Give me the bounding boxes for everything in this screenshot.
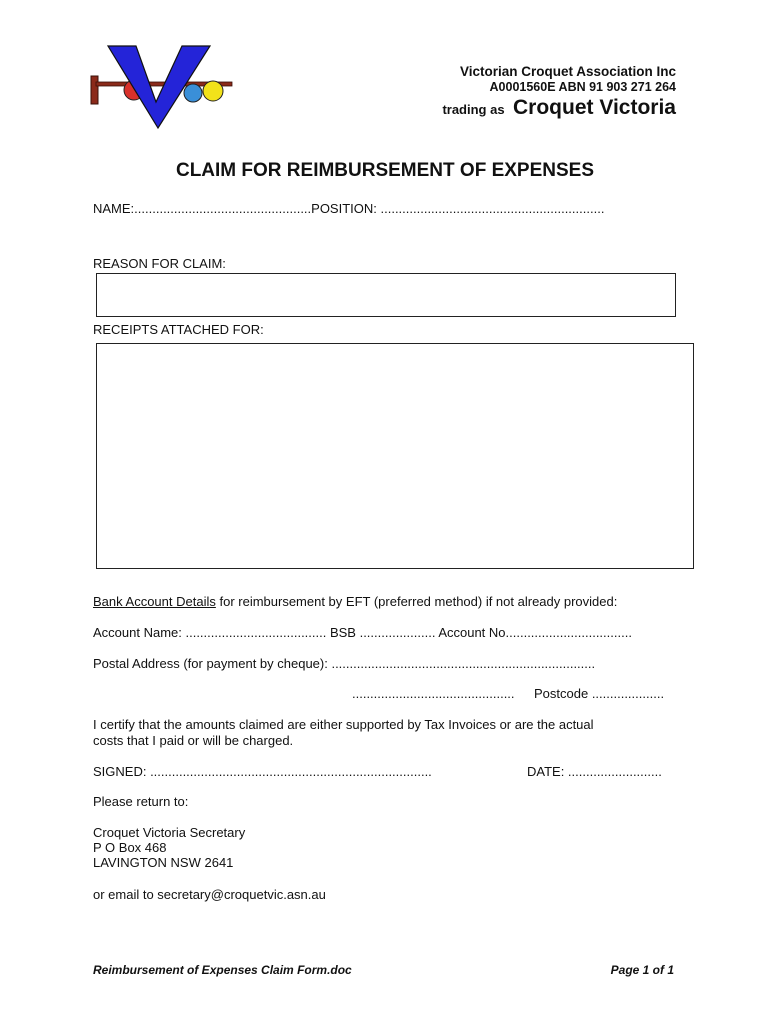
name-position-line[interactable]: NAME:.................................................POSITION: .............................................................. [93,201,605,216]
receipts-label: RECEIPTS ATTACHED FOR: [93,322,264,337]
date-field[interactable]: DATE: .......................... [527,764,662,779]
trading-name: Croquet Victoria [513,96,676,119]
org-registration: A0001560E ABN 91 903 271 264 [489,80,676,94]
form-title: CLAIM FOR REIMBURSEMENT OF EXPENSES [175,160,595,181]
trading-prefix: trading as [442,102,505,117]
reason-input[interactable] [96,273,676,317]
return-label: Please return to: [93,794,189,809]
footer-page-number: Page 1 of 1 [610,963,674,977]
bank-details-label: Bank Account Details [93,594,216,609]
address-line-3: LAVINGTON NSW 2641 [93,855,234,870]
postal-address-line2[interactable]: ............................................. [352,686,515,701]
footer-filename: Reimbursement of Expenses Claim Form.doc [93,963,352,977]
address-line-2: P O Box 468 [93,840,167,855]
org-name: Victorian Croquet Association Inc [459,64,676,79]
postcode-field[interactable]: Postcode .................... [534,686,665,701]
address-line-1: Croquet Victoria Secretary [93,825,246,840]
croquet-v-logo-icon [88,42,238,134]
reason-label: REASON FOR CLAIM: [93,256,226,271]
postal-address-line[interactable]: Postal Address (for payment by cheque): ......................................................................... [93,656,596,671]
email-line: or email to secretary@croquetvic.asn.au [93,887,326,902]
bank-details-line [93,594,617,609]
certify-line-1: I certify that the amounts claimed are either supported by Tax Invoices or are the actual [93,717,594,732]
signed-field[interactable]: SIGNED: .............................................................................. [93,764,432,779]
certify-line-2: costs that I paid or will be charged. [93,733,294,748]
trading-as [442,96,676,120]
receipts-input[interactable] [96,343,694,569]
bank-details-text: for reimbursement by EFT (preferred method) if not already provided: [215,594,618,609]
account-line[interactable]: Account Name: ....................................... BSB ..................... Account No................................... [93,625,632,640]
